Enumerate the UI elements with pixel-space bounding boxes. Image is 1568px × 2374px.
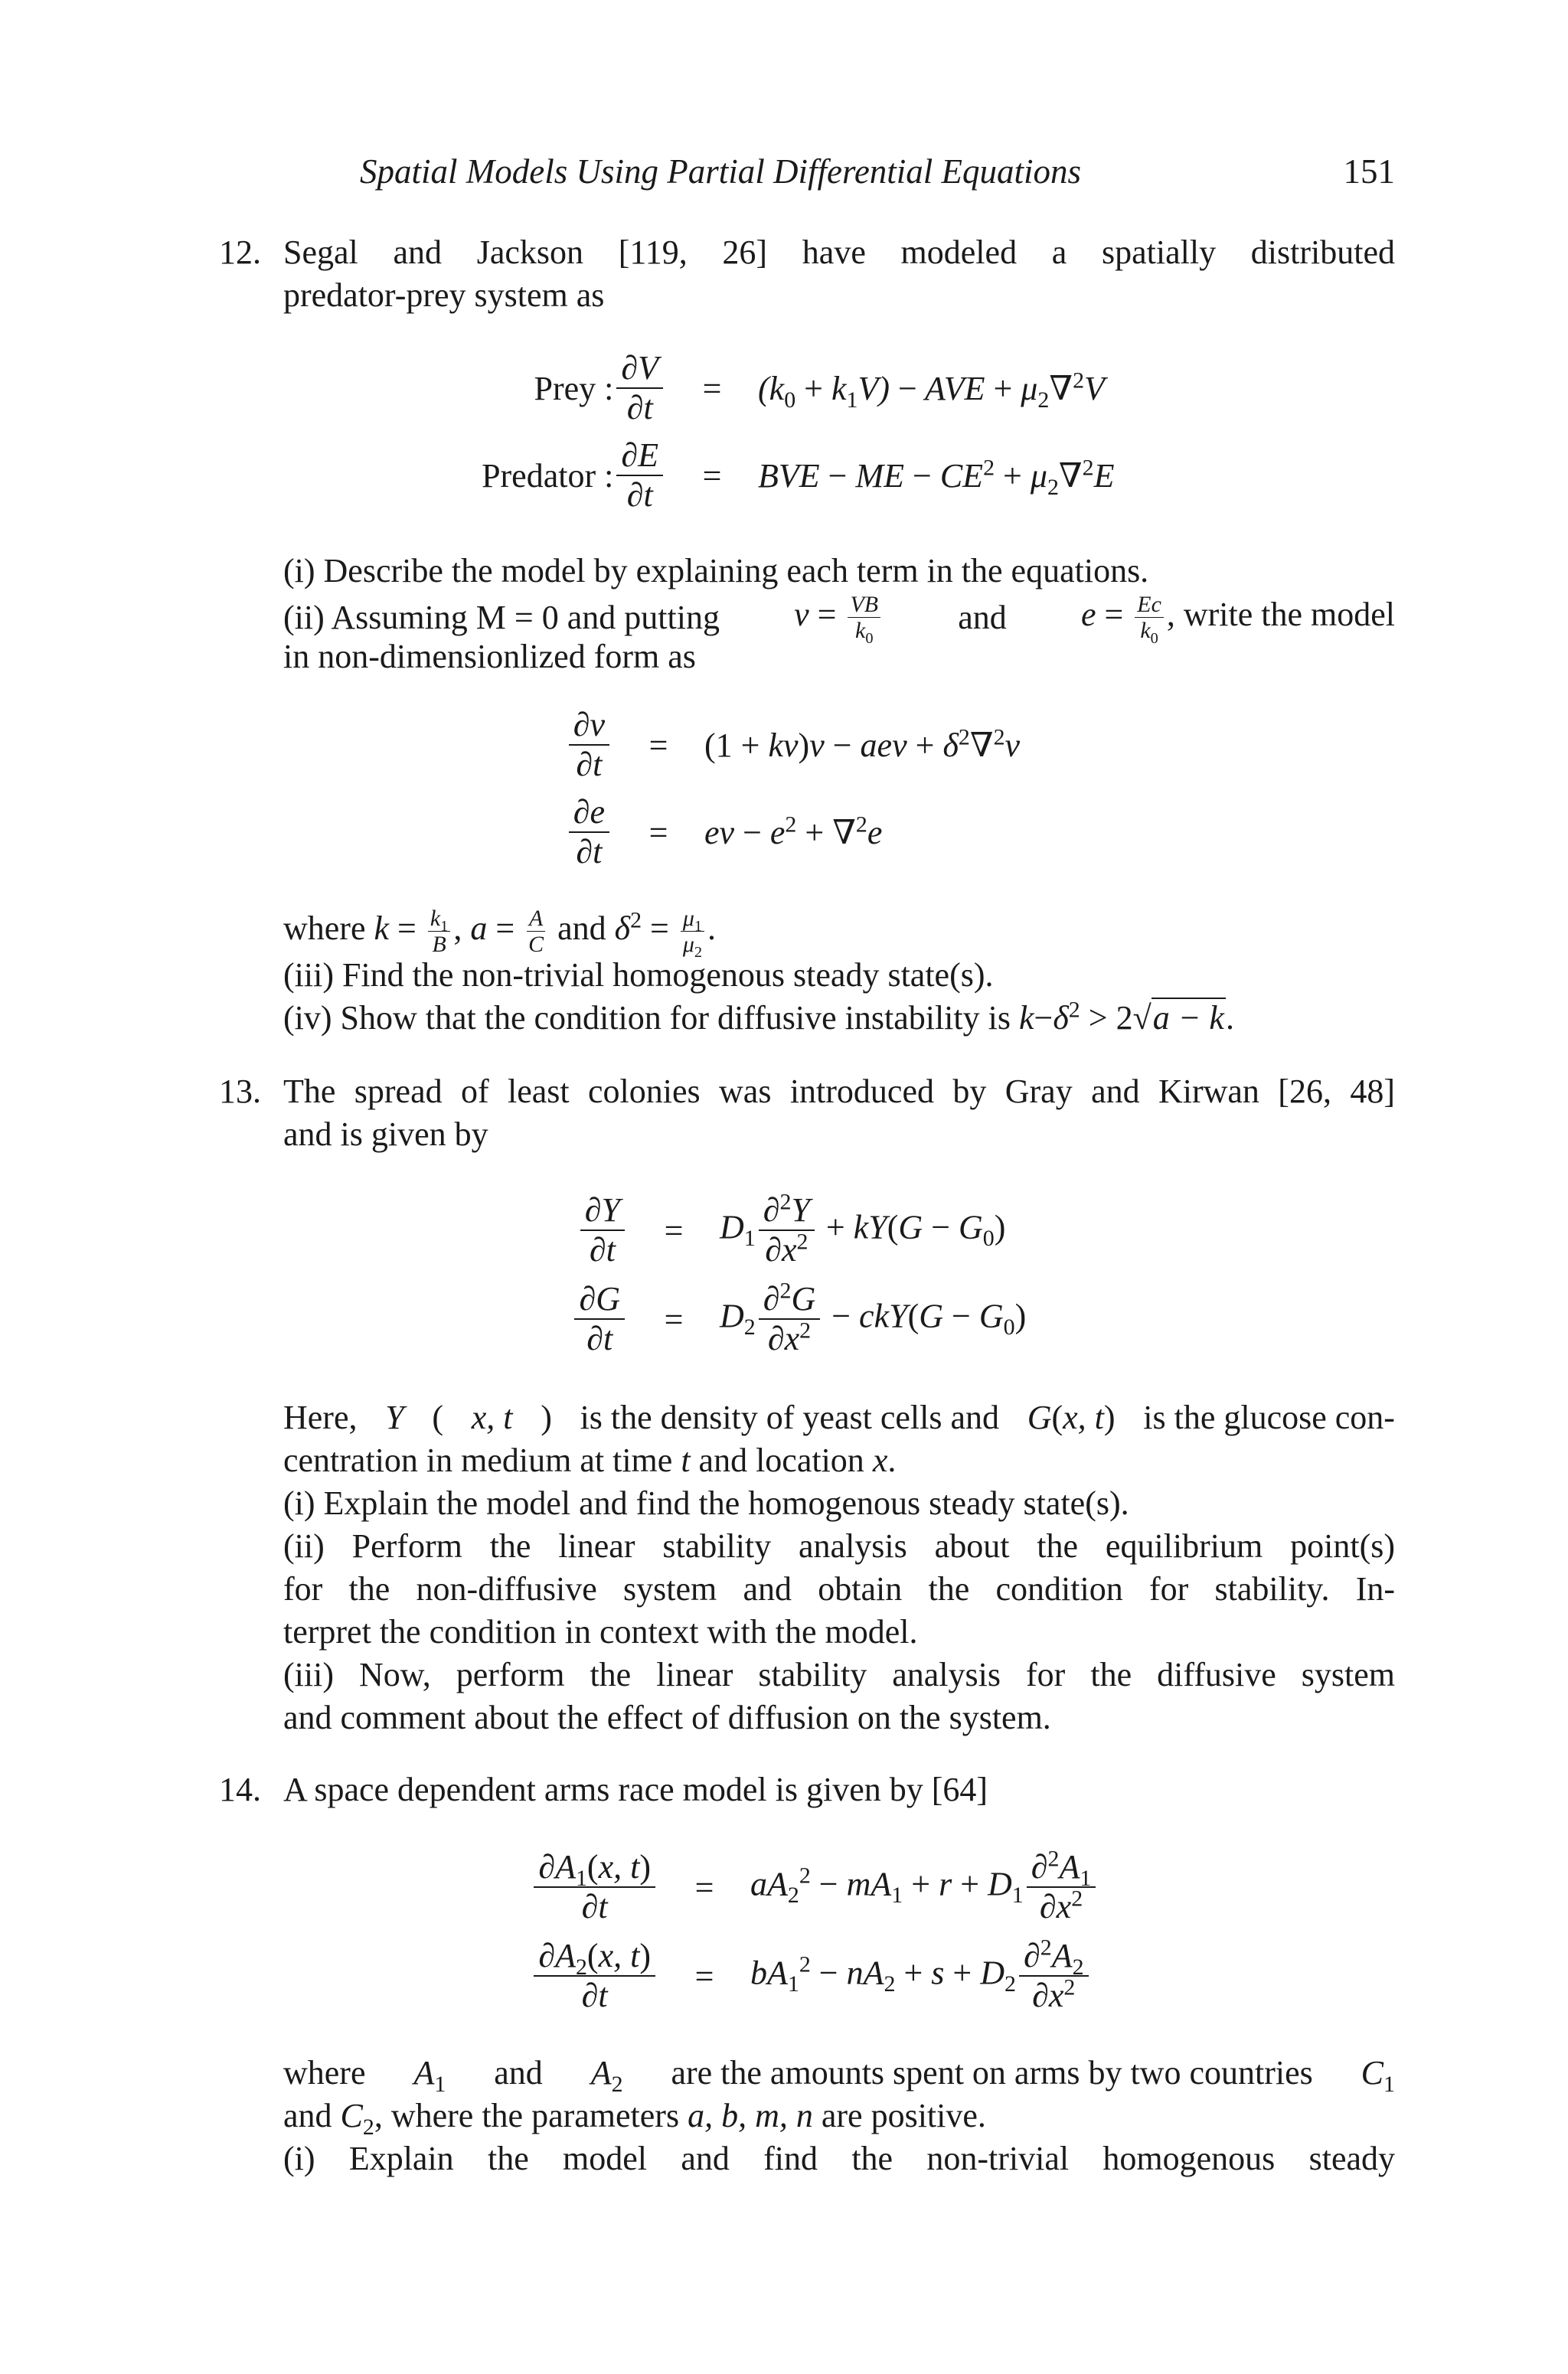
prey-label: Prey : — [534, 369, 614, 407]
problem-13-text: Here, Y ( x, t ) is the density of yeast cells and G(x, t) is the glucose con- — [283, 1399, 1395, 1436]
problem-13-part-i: (i) Explain the model and find the homogenous steady state(s). — [283, 1484, 1129, 1522]
problem-12-part-i: (i) Describe the model by explaining each term in the equations. — [283, 552, 1149, 589]
problem-13-text: The spread of least colonies was introduced by Gray and Kirwan [26, 48] — [283, 1073, 1395, 1110]
equation-v-nondim: $\frac{\partial v}{\partial t}$ = (1 + kv)v − aev + $\delta^2\nabla^2v$ — [567, 707, 1020, 782]
problem-13-part-ii: terpret the condition in context with the model. — [283, 1613, 918, 1651]
problem-13-part-iii: (iii) Now, perform the linear stability analysis for the diffusive system — [283, 1656, 1395, 1693]
equation-prey: Prey : $\frac{\partial V}{\partial t}$ = $(k_0 + k_1V)$ − AVE + $\mu_2\nabla^2V$ — [534, 349, 1105, 427]
problem-number-13: 13. — [219, 1073, 261, 1110]
running-header-title: Spatial Models Using Partial Differential Equations — [360, 152, 1082, 191]
problem-14-text: A space dependent arms race model is given by [64] — [283, 1771, 988, 1808]
problem-13-part-iii: and comment about the effect of diffusion on the system. — [283, 1699, 1051, 1736]
problem-13-part-ii: for the non-diffusive system and obtain the condition for stability. In- — [283, 1570, 1395, 1608]
predator-label: Predator : — [482, 456, 614, 495]
problem-12-text: predator-prey system as — [283, 276, 605, 314]
equation-arms-A1: $\frac{\partial A_1(x, t)}{\partial t}$ = $aA_2^2 - mA_1 + r + D_1$ $\frac{\partial^2A_1}{\partial x^2}$ — [459, 1850, 1099, 1925]
problem-number-14: 14. — [219, 1771, 261, 1808]
problem-12-part-iii: (iii) Find the non-trivial homogenous steady state(s). — [283, 956, 994, 994]
equation-predator: Predator : $\frac{\partial E}{\partial t}$ = BVE − ME − $CE^2 + \mu_2\nabla^2E$ — [482, 436, 1115, 514]
problem-number-12: 12. — [219, 233, 261, 271]
problem-14-text: where $A_1$ and $A_2$ are the amounts spent on arms by two countries $C_1$ — [283, 2054, 1395, 2097]
problem-14-part-i: (i) Explain the model and find the non-trivial homogenous steady — [283, 2140, 1395, 2177]
equation-arms-A2: $\frac{\partial A_2(x, t)}{\partial t}$ = $bA_1^2 - nA_2 + s + D_2$ $\frac{\partial^2A_2}{\partial x^2}$ — [459, 1938, 1092, 2013]
equation-e-nondim: $\frac{\partial e}{\partial t}$ = ev − $e^2 + \nabla^2e$ — [567, 795, 882, 870]
problem-13-text: and is given by — [283, 1115, 488, 1153]
problem-12-where: where k = $\frac{k_1}{B}$ , a = $\frac{A}{C}$ and $\delta^2$ = $\frac{\mu_1}{\mu_2}$ . — [283, 906, 717, 962]
problem-12-part-iv: (iv) Show that the condition for diffusive instability is $k-\delta^2 > 2√a - k$. — [283, 997, 1234, 1037]
problem-14-text: and $C_2$, where the parameters a, b, m, n are positive. — [283, 2097, 986, 2140]
page-number: 151 — [1343, 152, 1395, 191]
problem-13-text: centration in medium at time t and location x. — [283, 1442, 897, 1479]
problem-12-part-ii: (ii) Assuming M = 0 and putting v = $\frac{VB}{k_0}$ and e = $\frac{Ec}{k_0}$ , write the model — [283, 592, 1395, 648]
equation-glucose: $\frac{\partial G}{\partial t}$ = $D_2$ $\frac{\partial^2G}{\partial x^2}$ − $ckY(G - G_0)$ — [567, 1282, 1026, 1357]
problem-13-part-ii: (ii) Perform the linear stability analysis about the equilibrium point(s) — [283, 1527, 1395, 1565]
problem-12-text: Segal and Jackson [119, 26] have modeled a spatially distributed — [283, 233, 1395, 271]
equation-yeast-density: $\frac{\partial Y}{\partial t}$ = $D_1$ $\frac{\partial^2Y}{\partial x^2}$ + $kY(G - G_0)$ — [567, 1193, 1005, 1268]
problem-12-text: in non-dimensionlized form as — [283, 638, 696, 675]
